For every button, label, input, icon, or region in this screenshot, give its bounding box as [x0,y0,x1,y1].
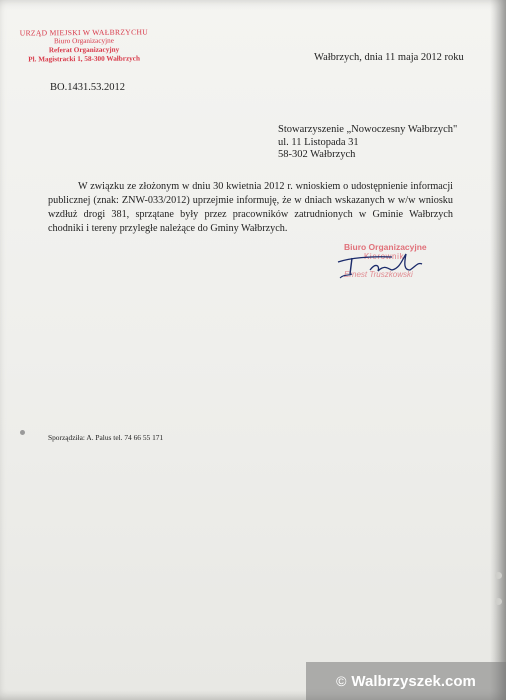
stamp-line-3: Referat Organizacyjny [48,45,120,55]
page-edge-shadow [490,0,506,700]
signature-block [330,240,460,290]
punch-hole [495,598,502,605]
recipient-name: Stowarzyszenie „Nowoczesny Wałbrzych" [278,124,458,135]
watermark-text: Walbrzyszek.com [351,672,476,690]
handwritten-signature [330,240,460,290]
stamp-line-2: Biuro Organizacyjne [53,36,114,46]
recipient-street: ul. 11 Listopada 31 [278,136,359,148]
site-watermark [306,662,506,700]
signature-stamp-title: Biuro Organizacyjne [344,242,427,252]
recipient-city: 58-302 Wałbrzych [278,149,356,160]
margin-dot [20,430,25,435]
copyright-icon: © [336,673,347,689]
signature-stamp-name: Ernest Truszkowski [344,270,413,279]
signature-stamp-role: Kierownik [364,252,405,261]
office-stamp [14,27,154,64]
stamp-line-1: URZĄD MIEJSKI W WAŁBRZYCHU [19,27,149,38]
stamp-line-4: Pl. Magistracki 1, 58-300 Wałbrzych [28,54,140,64]
letter-body: W związku ze złożonym w dniu 30 kwietnia 2012 r. wnioskiem o udostępnienie informacji publicznej (znak: ZNW-033/2012) uprzejmie informuję, że w dniach wskazanych w w/w wniosku wzdłuż drogi 381, sprzątane były przez pracowników zatrudnionych w Gminie Wałbrzych chodniki i tereny przyległe należące do Gminy Wałbrzych. [48,181,453,234]
prepared-by-note: Sporządziła: A. Palus tel. 74 66 55 171 [48,433,164,442]
letter-date: Wałbrzych, dnia 11 maja 2012 roku [314,52,464,63]
recipient-address [278,124,457,162]
reference-number: BO.1431.53.2012 [50,82,125,93]
punch-hole [495,572,502,579]
